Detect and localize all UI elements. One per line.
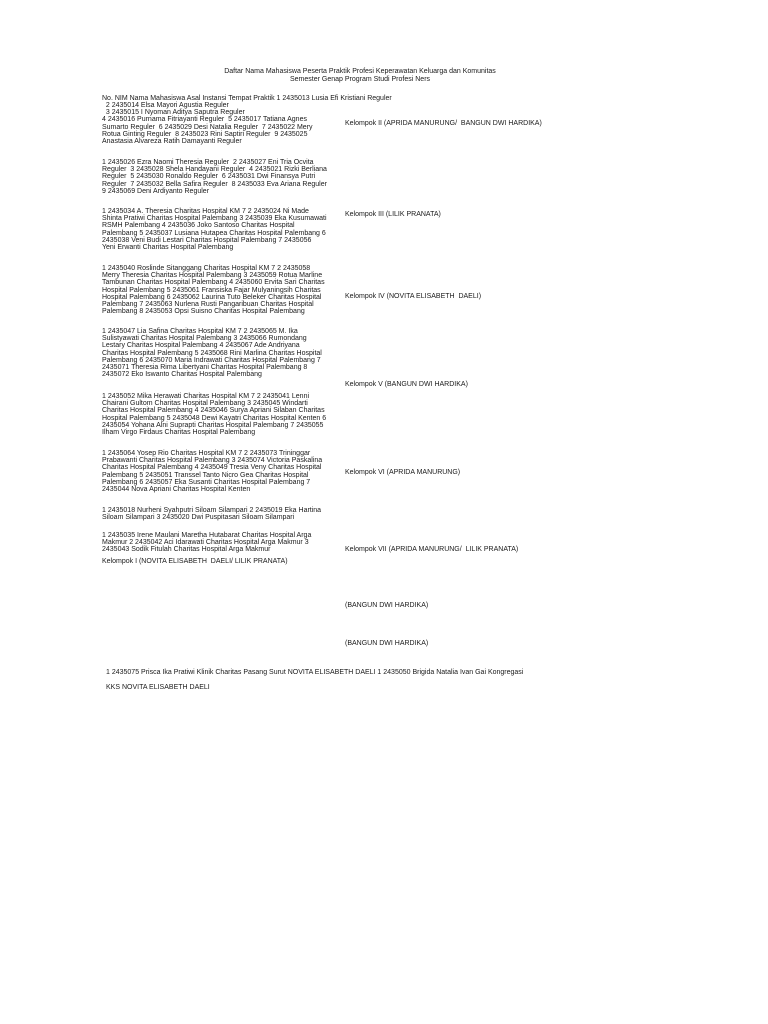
student-block-group-7: 1 2435035 Irene Maulani Maretha Hutabarat Charitas Hospital Arga Makmur 2 2435042 Aci Idarawati Charitas Hospital Arga Makmur 3 2435043 Sodik Fitulah Charitas Hospital Arga Makmur (102, 532, 312, 554)
student-block-group-3a: 1 2435026 Ezra Naomi Theresia Reguler 2 2435027 Eni Tria Ocvita Reguler 3 2435028 Shela Handayani Reguler 4 2435021 Rizki Berliana Reguler 5 2435030 Ronaldo Reguler 6 2435031 Dwi Finansya Putri Reguler 7 2435032 Bella Safira Reguler 8 2435033 Eva Ariana Reguler 9 2435069 Deni Ardiyanto Reguler (102, 159, 327, 195)
student-block-siloam: 1 2435018 Nurheni Syahputri Siloam Silampari 2 2435019 Eka Hartina Siloam Silampari 3 2435020 Dwi Puspitasari Siloam Silampari (102, 507, 322, 522)
supervisor-label-b: (BANGUN DWI HARDIKA) (345, 640, 429, 647)
student-block-group-2: 2 2435014 Elsa Mayori Agustia Reguler 3 2435015 I Nyoman Aditya Saputra Reguler 4 2435016 Purnama Fitriayanti Reguler 5 2435017 Tatiana Agnes Sumarto Reguler 6 2435029 Desi Natalia Reguler 7 2435022 Mery Rotua Ginting Reguler 8 2435023 Rini Saptiri Reguler 9 2435025 Anastasia Alvareza Ratih Damayanti Reguler (102, 102, 313, 146)
group-label-6: Kelompok VI (APRIDA MANURUNG) (345, 469, 461, 476)
group-label-1: Kelompok I (NOVITA ELISABETH DAELI/ LILIK PRANATA) (102, 558, 288, 565)
footer-row-2: KKS NOVITA ELISABETH DAELI (106, 684, 210, 691)
document-subtitle: Semester Genap Program Studi Profesi Ners (289, 76, 431, 83)
student-block-group-6a: 1 2435052 Mika Herawati Charitas Hospital KM 7 2 2435041 Lenni Chairani Gultom Charitas Hospital Palembang 3 2435045 Windarti Charitas Hospital Palembang 4 2435046 Surya Apriani Silaban Charitas Hospital Palembang 5 2435048 Dewi Kayatri Charitas Hospital Kenten 6 2435054 Yohana Alni Suprapti Charitas Hospital Palembang 7 2435055 Ilham Virgo Firdaus Charitas Hospital Palembang (102, 393, 327, 437)
document-title: Daftar Nama Mahasiswa Peserta Praktik Profesi Keperawatan Keluarga dan Komunitas (224, 68, 496, 75)
student-block-group-4: 1 2435040 Roslinde Sitanggang Charitas Hospital KM 7 2 2435058 Merry Theresia Charitas Hospital Palembang 3 2435059 Rotua Marline Tambunan Charitas Hospital Palembang 4 2435060 Ervita Sari Charitas Hospital Palembang 5 2435061 Fransiska Fajar Mulyaningsih Charitas Hospital Palembang 6 2435062 Laurina Tuto Beleker Charitas Hospital Palembang 7 2435063 Nurlena Rusti Pangaribuan Charitas Hospital Palembang 8 2435053 Opsi Suisno Charitas Hospital Palembang (102, 265, 325, 316)
student-block-group-6b: 1 2435064 Yosep Rio Charitas Hospital KM 7 2 2435073 Trininggar Prabawanti Charitas Hospital Palembang 3 2435074 Victoria Paskalina Charitas Hospital Palembang 4 2435049 Tresia Veny Charitas Hospital Palembang 5 2435051 Transsel Tanto Nicro Gea Charitas Hospital Palembang 6 2435057 Eka Susanti Charitas Hospital Palembang 7 2435044 Nova Apriani Charitas Hospital Kenten (102, 450, 323, 494)
supervisor-label-a: (BANGUN DWI HARDIKA) (345, 602, 429, 609)
table-header-row: No. NIM Nama Mahasiswa Asal Instansi Tempat Praktik 1 2435013 Lusia Efi Kristiani Reguler (102, 95, 392, 102)
group-label-4: Kelompok IV (NOVITA ELISABETH DAELI) (345, 293, 482, 300)
footer-row: 1 2435075 Prisca Ika Pratiwi Klinik Charitas Pasang Surut NOVITA ELISABETH DAELI 1 2435050 Brigida Natalia Ivan Gai Kongregasi (106, 669, 524, 676)
group-label-5: Kelompok V (BANGUN DWI HARDIKA) (345, 381, 468, 388)
student-block-group-3b: 1 2435034 A. Theresia Charitas Hospital KM 7 2 2435024 Ni Made Shinta Pratiwi Charitas Hospital Palembang 3 2435039 Eka Kusumawati RSMH Palembang 4 2435036 Joko Santoso Charitas Hospital Palembang 5 2435037 Lusiana Hutapea Charitas Hospital Palembang 6 2435038 Veni Budi Lestari Charitas Hospital Palembang 7 2435056 Yeni Erwanti Charitas Hospital Palembang (102, 208, 327, 252)
group-label-3: Kelompok III (LILIK PRANATA) (345, 211, 441, 218)
group-label-7: Kelompok VII (APRIDA MANURUNG/ LILIK PRANATA) (345, 546, 519, 553)
group-label-2: Kelompok II (APRIDA MANURUNG/ BANGUN DWI HARDIKA) (345, 120, 542, 127)
student-block-group-5: 1 2435047 Lia Safina Charitas Hospital KM 7 2 2435065 M. Ika Sulistyawati Charitas Hospital Palembang 3 2435066 Rumondang Lestary Charitas Hospital Palembang 4 2435067 Ade Andriyana Charitas Hospital Palembang 5 2435068 Rini Marlina Charitas Hospital Palembang 6 2435070 Maria Indrawati Charitas Hospital Palembang 7 2435071 Theresia Rima Libertyani Charitas Hospital Palembang 8 2435072 Eko Iswanto Charitas Hospital Palembang (102, 328, 322, 379)
